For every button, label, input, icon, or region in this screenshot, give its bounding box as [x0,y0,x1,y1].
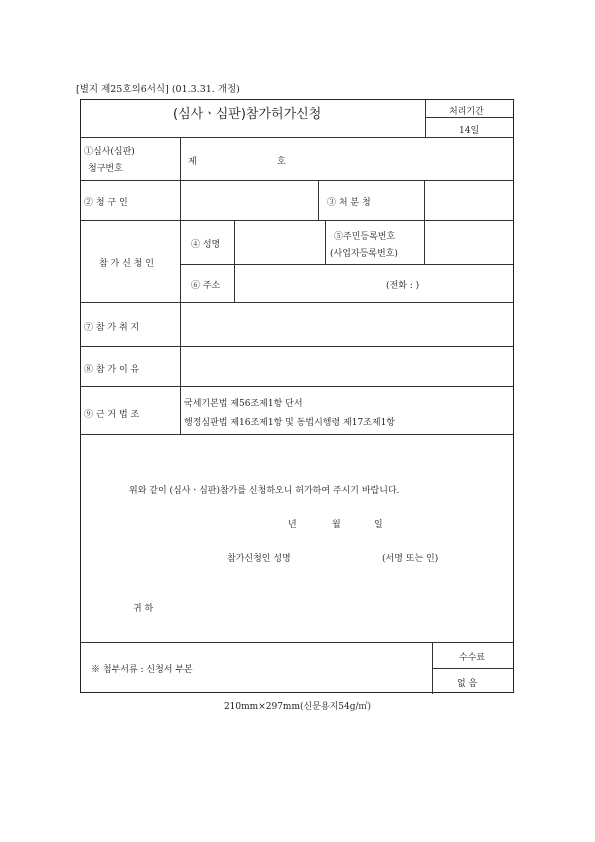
signer-name-label: 참가신청인 성명 [227,554,291,564]
processing-period-value: 14일 [459,126,480,136]
rule-h [81,434,513,435]
paper-size-footer: 210mm×297mm(신문용지54g/㎡) [223,702,372,712]
application-statement: 위와 같이 (심사ㆍ심판)참가를 신청하오니 허가하여 주시기 바랍니다. [129,486,400,496]
rule-v [425,100,426,137]
rule-h [81,137,513,138]
rule-h [81,346,513,347]
rule-h [81,302,513,303]
date-year: 년 [288,520,297,530]
rule-v [180,137,181,434]
claim-number-prefix: 제 [188,157,197,167]
rule-v [424,180,425,264]
rule-h [432,668,513,669]
claimant-label: ② 청 구 인 [84,198,128,208]
signature-note: (서명 또는 인) [382,554,439,564]
reason-label: ⑧ 참 가 이 유 [84,365,140,375]
legal-basis-line-2: 행정심판법 제16조제1항 및 동법시행령 제17조제1항 [184,418,395,428]
processing-period-label: 처리기간 [449,107,484,117]
address-label: ⑥ 주소 [191,281,221,291]
rule-h [81,220,513,221]
attachment-note: ※ 첨부서류 : 신청서 부본 [91,665,193,675]
application-form [80,99,514,693]
phone-label: (전화 : ) [386,281,420,291]
rule-h [180,264,513,265]
fee-value: 없 음 [457,679,478,689]
name-label: ④ 성명 [191,240,221,250]
rule-v [318,180,319,220]
date-day: 일 [374,520,383,530]
legal-basis-line-1: 국세기본법 제56조제1항 단서 [184,399,303,409]
resident-id-label: ⑤주민등록번호 [334,232,396,242]
date-month: 월 [332,520,341,530]
rule-h [81,180,513,181]
rule-h [425,117,513,118]
claim-number-label: ①심사(심판) [84,147,135,157]
form-title: (심사ㆍ심판)참가허가신청 [173,107,322,122]
addressee: 귀 하 [133,604,154,614]
business-id-label: (사업자등록번호) [330,249,398,259]
fee-label: 수수료 [459,653,486,663]
rule-h [81,642,513,643]
participant-label: 참 가 신 청 인 [99,259,154,269]
legal-basis-label: ⑨ 근 거 법 조 [84,410,140,420]
rule-v [325,220,326,264]
agency-label: ③ 처 분 청 [327,198,371,208]
claim-number-suffix: 호 [277,157,286,167]
claim-number-label-2: 청구번호 [88,164,123,174]
form-number-header: [별지 제25호의6서식] (01.3.31. 개정) [76,84,240,95]
rule-v [432,642,433,694]
rule-h [81,386,513,387]
rule-v [234,220,235,302]
purpose-label: ⑦ 참 가 취 지 [84,323,140,333]
